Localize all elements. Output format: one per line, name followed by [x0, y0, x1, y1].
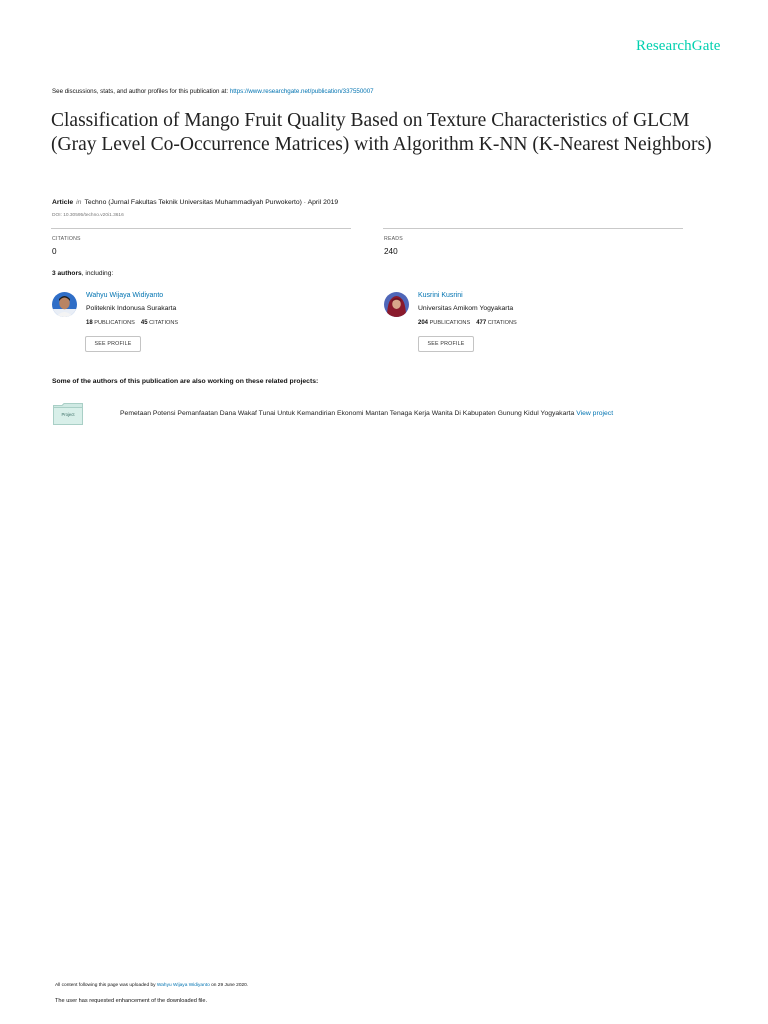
uploader-link[interactable]: Wahyu Wijaya Widiyanto [156, 983, 210, 988]
author-2-citations-label: CITATIONS [487, 320, 517, 326]
discussion-prefix: See discussions, stats, and author profiles for this publication at: [52, 88, 229, 95]
author-1-photo [52, 292, 77, 317]
citations-divider [51, 228, 351, 229]
author-1-citations-label: CITATIONS [149, 320, 179, 326]
publication-type: Article [52, 199, 74, 206]
author-1-publications-label: PUBLICATIONS [94, 320, 135, 326]
author-2-institution: Universitas Amikom Yogyakarta [418, 305, 514, 312]
upload-prefix: All content following this page was uploaded by [55, 983, 156, 988]
project-folder-icon [53, 403, 83, 425]
authors-count: 3 authors [52, 270, 82, 277]
author-2-name[interactable]: Kusrini Kusrini [418, 292, 463, 299]
publication-title: Classification of Mango Fruit Quality Based on Texture Characteristics of GLCM (Gray Level Co-Occurrence Matrices) with Algorithm K-NN (K-Nearest Neighbors) [51, 110, 712, 155]
upload-note [55, 983, 248, 988]
project-row [120, 410, 613, 417]
view-project-link[interactable]: View project [576, 410, 614, 417]
author-2-publications: 204 [418, 320, 429, 326]
author-1-citations: 45 [140, 320, 148, 326]
project-icon-label: Project [61, 412, 75, 417]
author-2-publications-label: PUBLICATIONS [429, 320, 471, 326]
enhancement-note: The user has requested enhancement of the downloaded file. [55, 998, 208, 1004]
author-2-photo [384, 292, 409, 317]
authors-heading [52, 270, 113, 277]
citations-label: CITATIONS [52, 236, 81, 242]
journal-name: Techno (Jurnal Fakultas Teknik Universitas Muhammadiyah Purwokerto) · April 2019 [84, 199, 339, 206]
discussion-line [52, 88, 374, 95]
authors-suffix: , including: [81, 270, 114, 277]
author-1-counts [86, 320, 178, 326]
author-2-counts [418, 320, 517, 326]
doi: DOI: 10.30595/techno.v20i1.3616 [52, 213, 124, 218]
publication-url-link[interactable]: https://www.researchgate.net/publication/337550007 [229, 88, 374, 95]
author-1-name[interactable]: Wahyu Wijaya Widiyanto [86, 292, 164, 299]
publication-meta [52, 199, 338, 206]
author-1-publications: 18 [86, 320, 93, 326]
author-2-see-profile-button[interactable]: SEE PROFILE [418, 336, 474, 352]
citations-value: 0 [52, 247, 57, 256]
author-2-citations: 477 [476, 320, 487, 326]
author-1-avatar[interactable] [52, 292, 77, 317]
related-projects-heading: Some of the authors of this publication are also working on these related projects: [52, 378, 319, 385]
reads-value: 240 [384, 247, 398, 256]
project-title: Pemetaan Potensi Pemanfaatan Dana Wakaf Tunai Untuk Kemandirian Ekonomi Mantan Tenaga Kerja Wanita Di Kabupaten Gunung Kidul Yogyakarta [120, 410, 575, 417]
reads-label: READS [384, 236, 403, 242]
reads-divider [383, 228, 683, 229]
author-1-institution: Politeknik Indonusa Surakarta [86, 305, 177, 312]
upload-suffix: on 29 June 2020. [211, 983, 249, 988]
researchgate-logo[interactable]: ResearchGate [636, 38, 721, 54]
author-2-avatar[interactable] [384, 292, 409, 317]
author-1-see-profile-button[interactable]: SEE PROFILE [85, 336, 141, 352]
in-word: in [76, 199, 82, 206]
